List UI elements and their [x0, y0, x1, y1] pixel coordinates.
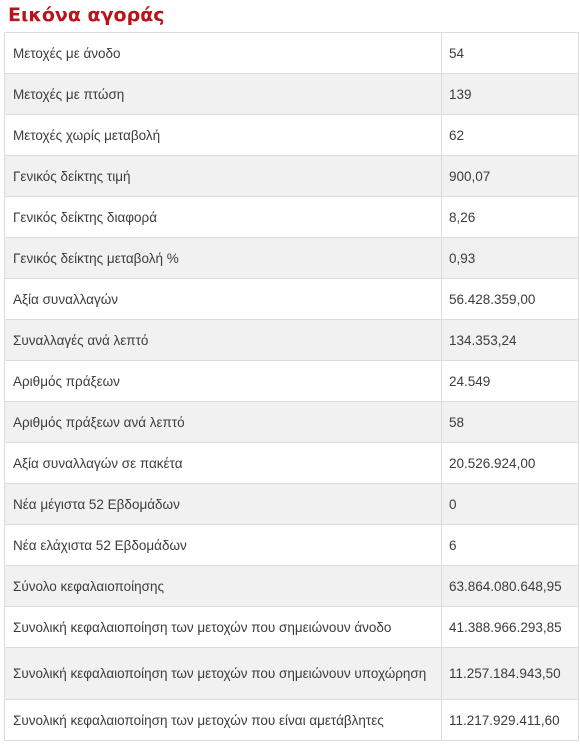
- row-label: Συναλλαγές ανά λεπτό: [5, 320, 442, 361]
- row-label: Αξία συναλλαγών σε πακέτα: [5, 443, 442, 484]
- row-value: 8,26: [442, 197, 579, 238]
- row-value: 0,93: [442, 238, 579, 279]
- table-row: [5, 33, 579, 74]
- row-label: Αριθμός πράξεων ανά λεπτό: [5, 402, 442, 443]
- row-value: 63.864.080.648,95: [442, 566, 579, 607]
- table-row: [5, 115, 579, 156]
- row-label: Νέα ελάχιστα 52 Εβδομάδων: [5, 525, 442, 566]
- row-value: 139: [442, 74, 579, 115]
- table-row: [5, 607, 579, 648]
- row-value: 41.388.966.293,85: [442, 607, 579, 648]
- row-value: 11.257.184.943,50: [442, 648, 579, 700]
- row-label: Μετοχές με πτώση: [5, 74, 442, 115]
- table-row: [5, 74, 579, 115]
- row-value: 134.353,24: [442, 320, 579, 361]
- table-row: [5, 700, 579, 741]
- row-label: Μετοχές χωρίς μεταβολή: [5, 115, 442, 156]
- row-value: 56.428.359,00: [442, 279, 579, 320]
- row-label: Αξία συναλλαγών: [5, 279, 442, 320]
- row-value: 11.217.929.411,60: [442, 700, 579, 741]
- row-value: 58: [442, 402, 579, 443]
- table-row: [5, 648, 579, 700]
- row-value: 20.526.924,00: [442, 443, 579, 484]
- table-row: [5, 197, 579, 238]
- row-label: Συνολική κεφαλαιοποίηση των μετοχών που σημειώνουν υποχώρηση: [5, 648, 442, 700]
- table-row: [5, 361, 579, 402]
- row-label: Γενικός δείκτης μεταβολή %: [5, 238, 442, 279]
- row-label: Γενικός δείκτης τιμή: [5, 156, 442, 197]
- row-label: Νέα μέγιστα 52 Εβδομάδων: [5, 484, 442, 525]
- row-label: Αριθμός πράξεων: [5, 361, 442, 402]
- row-value: 900,07: [442, 156, 579, 197]
- row-label: Συνολική κεφαλαιοποίηση των μετοχών που σημειώνουν άνοδο: [5, 607, 442, 648]
- table-row: [5, 279, 579, 320]
- row-label: Συνολική κεφαλαιοποίηση των μετοχών που είναι αμετάβλητες: [5, 700, 442, 741]
- row-label: Σύνολο κεφαλαιοποίησης: [5, 566, 442, 607]
- row-value: 6: [442, 525, 579, 566]
- row-label: Γενικός δείκτης διαφορά: [5, 197, 442, 238]
- table-row: [5, 566, 579, 607]
- page-title: Εικόνα αγοράς: [8, 4, 165, 26]
- table-row: [5, 320, 579, 361]
- table-row: [5, 238, 579, 279]
- table-row: [5, 525, 579, 566]
- row-value: 0: [442, 484, 579, 525]
- table-row: [5, 443, 579, 484]
- row-label: Μετοχές με άνοδο: [5, 33, 442, 74]
- row-value: 24.549: [442, 361, 579, 402]
- row-value: 62: [442, 115, 579, 156]
- table-row: [5, 402, 579, 443]
- market-overview-table: [4, 32, 579, 741]
- table-row: [5, 156, 579, 197]
- table-row: [5, 484, 579, 525]
- row-value: 54: [442, 33, 579, 74]
